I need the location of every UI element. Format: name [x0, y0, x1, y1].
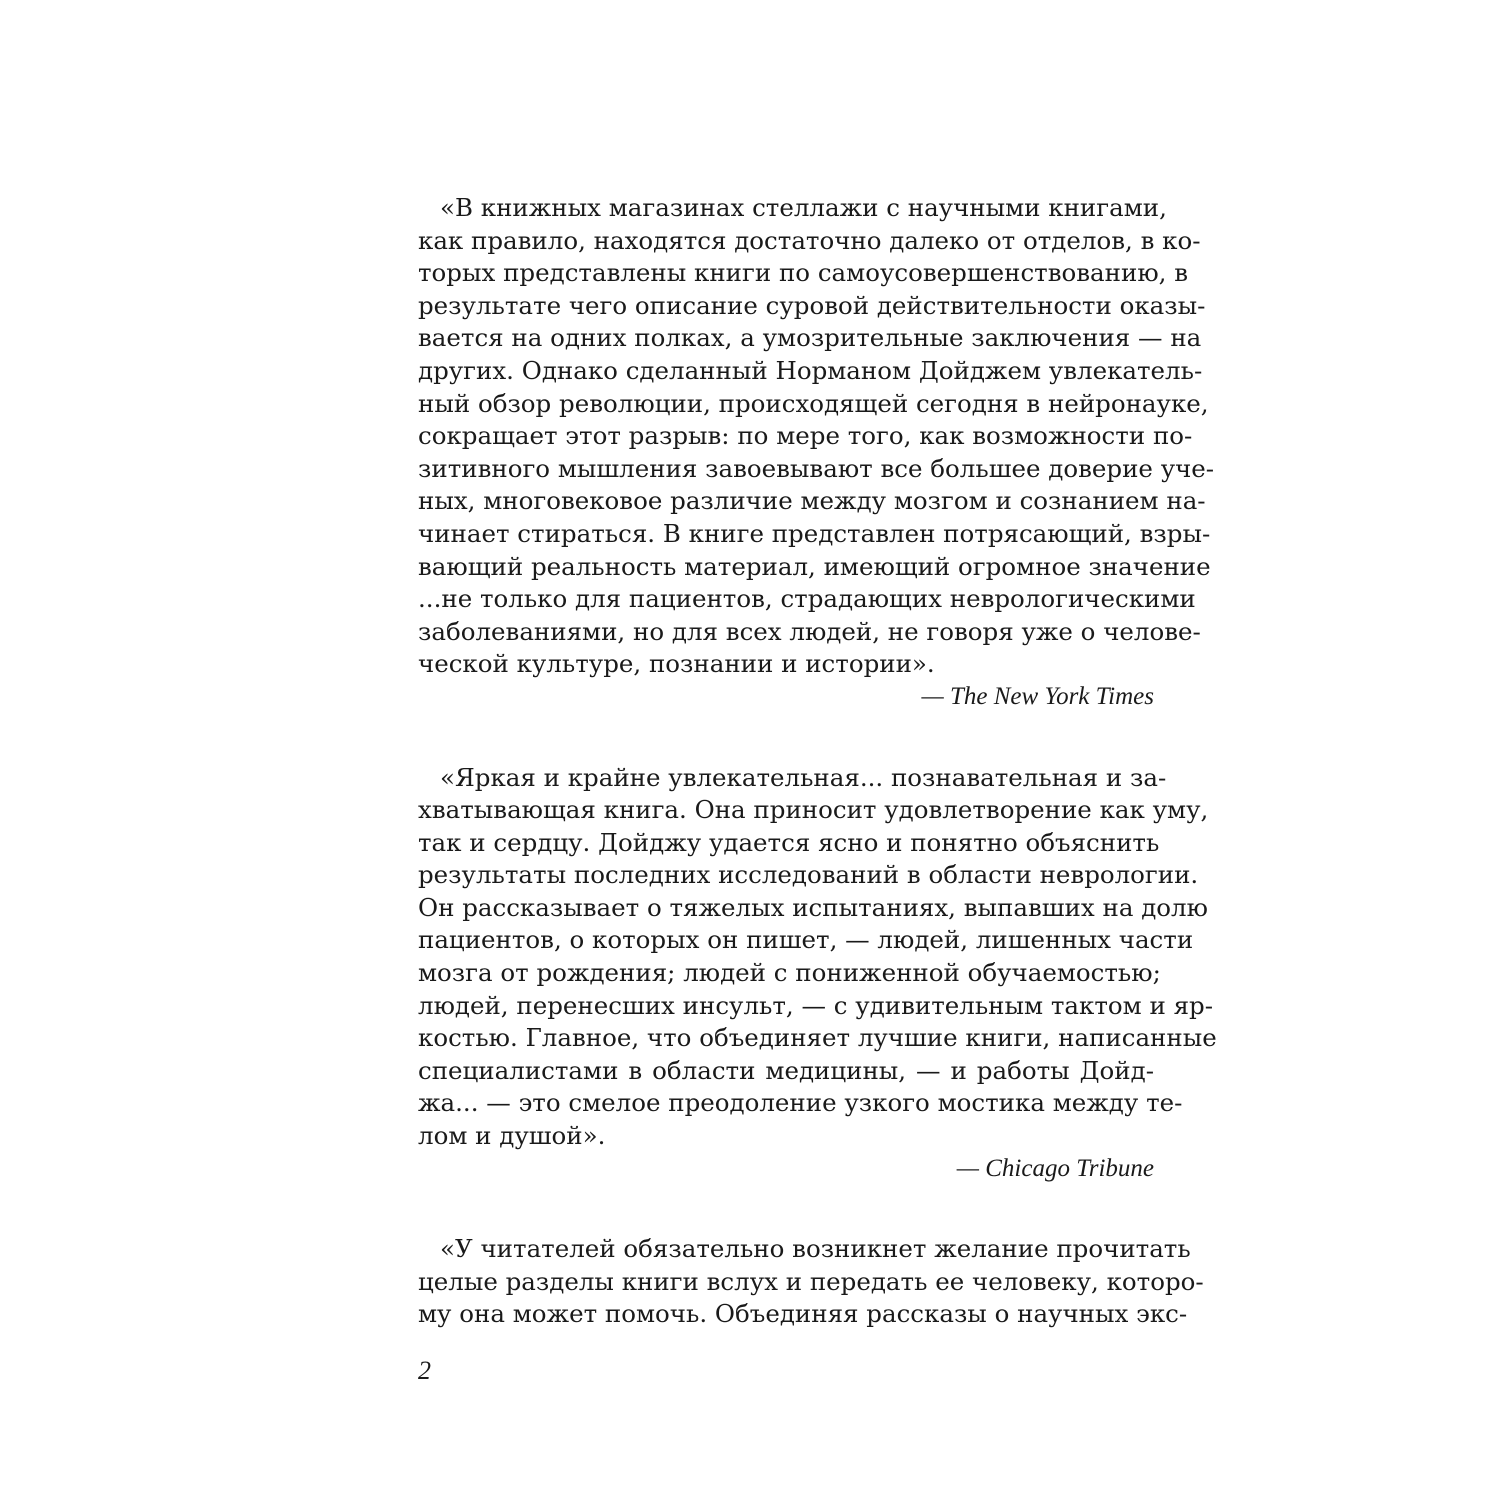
- text-line: пациентов, о которых он пишет, — людей, лишенных части: [418, 925, 1194, 955]
- text-line: зитивного мышления завоевывают все большее доверие уче-: [418, 453, 1215, 483]
- text-line: «В книжных магазинах стеллажи с научными книгами,: [440, 193, 1167, 222]
- text-line: ...не только для пациентов, страдающих неврологическими: [418, 584, 1196, 614]
- quote-new-york-times: [418, 192, 1215, 714]
- text-line: как правило, находятся достаточно далеко от отделов, в ко-: [418, 225, 1201, 255]
- text-line: других. Однако сделанный Норманом Дойджем увлекатель-: [418, 355, 1203, 385]
- quote-third: [418, 1233, 1204, 1331]
- text-line: ческой культуре, познании и истории».: [418, 649, 935, 679]
- quote-attribution: — The New York Times: [921, 682, 1154, 710]
- text-line: чинает стираться. В книге представлен потрясающий, взры-: [418, 518, 1211, 548]
- text-line: людей, перенесших инсульт, — с удивительным тактом и яр-: [418, 990, 1214, 1020]
- text-line: хватывающая книга. Она приносит удовлетворение как уму,: [418, 795, 1209, 825]
- text-line: так и сердцу. Дойджу удается ясно и понятно объяснить: [418, 827, 1160, 857]
- text-line: Он рассказывает о тяжелых испытаниях, выпавших на долю: [418, 892, 1208, 922]
- paragraph-gap: [418, 714, 1154, 762]
- text-line: ных, многовековое различие между мозгом и сознанием на-: [418, 486, 1206, 516]
- quotes-text-block: [418, 192, 1217, 1331]
- text-line: специалистами в области медицины, — и работы Дойд-: [418, 1055, 1154, 1085]
- text-line: жа... — это смелое преодоление узкого мостика между те-: [418, 1088, 1183, 1118]
- text-line: лом и душой».: [418, 1121, 606, 1151]
- text-line: му она может помочь. Объединяя рассказы о научных экс-: [418, 1299, 1188, 1329]
- text-line: вающий реальность материал, имеющий огромное значение: [418, 551, 1211, 581]
- text-line: сокращает этот разрыв: по мере того, как возможности по-: [418, 421, 1193, 451]
- paragraph-gap: [418, 1185, 1154, 1233]
- text-line: ный обзор революции, происходящей сегодня в нейронауке,: [418, 388, 1209, 418]
- text-line: результаты последних исследований в области неврологии.: [418, 860, 1199, 890]
- quote-attribution: — Chicago Tribune: [956, 1154, 1154, 1182]
- page-number: 2: [418, 1356, 431, 1385]
- text-line: «У читателей обязательно возникнет желание прочитать: [440, 1234, 1191, 1264]
- quote-chicago-tribune: [418, 762, 1217, 1186]
- text-line: «Яркая и крайне увлекательная... познавательная и за-: [440, 762, 1167, 792]
- text-line: целые разделы книги вслух и передать ее человеку, которо-: [418, 1266, 1204, 1296]
- text-line: торых представлены книги по самоусовершенствованию, в: [418, 258, 1189, 288]
- text-line: заболеваниями, но для всех людей, не говоря уже о челове-: [418, 616, 1201, 646]
- text-line: результате чего описание суровой действительности оказы-: [418, 290, 1206, 320]
- text-line: мозга от рождения; людей с пониженной обучаемостью;: [418, 958, 1161, 988]
- text-line: вается на одних полках, а умозрительные заключения — на: [418, 323, 1202, 353]
- text-line: костью. Главное, что объединяет лучшие книги, написанные: [418, 1023, 1217, 1053]
